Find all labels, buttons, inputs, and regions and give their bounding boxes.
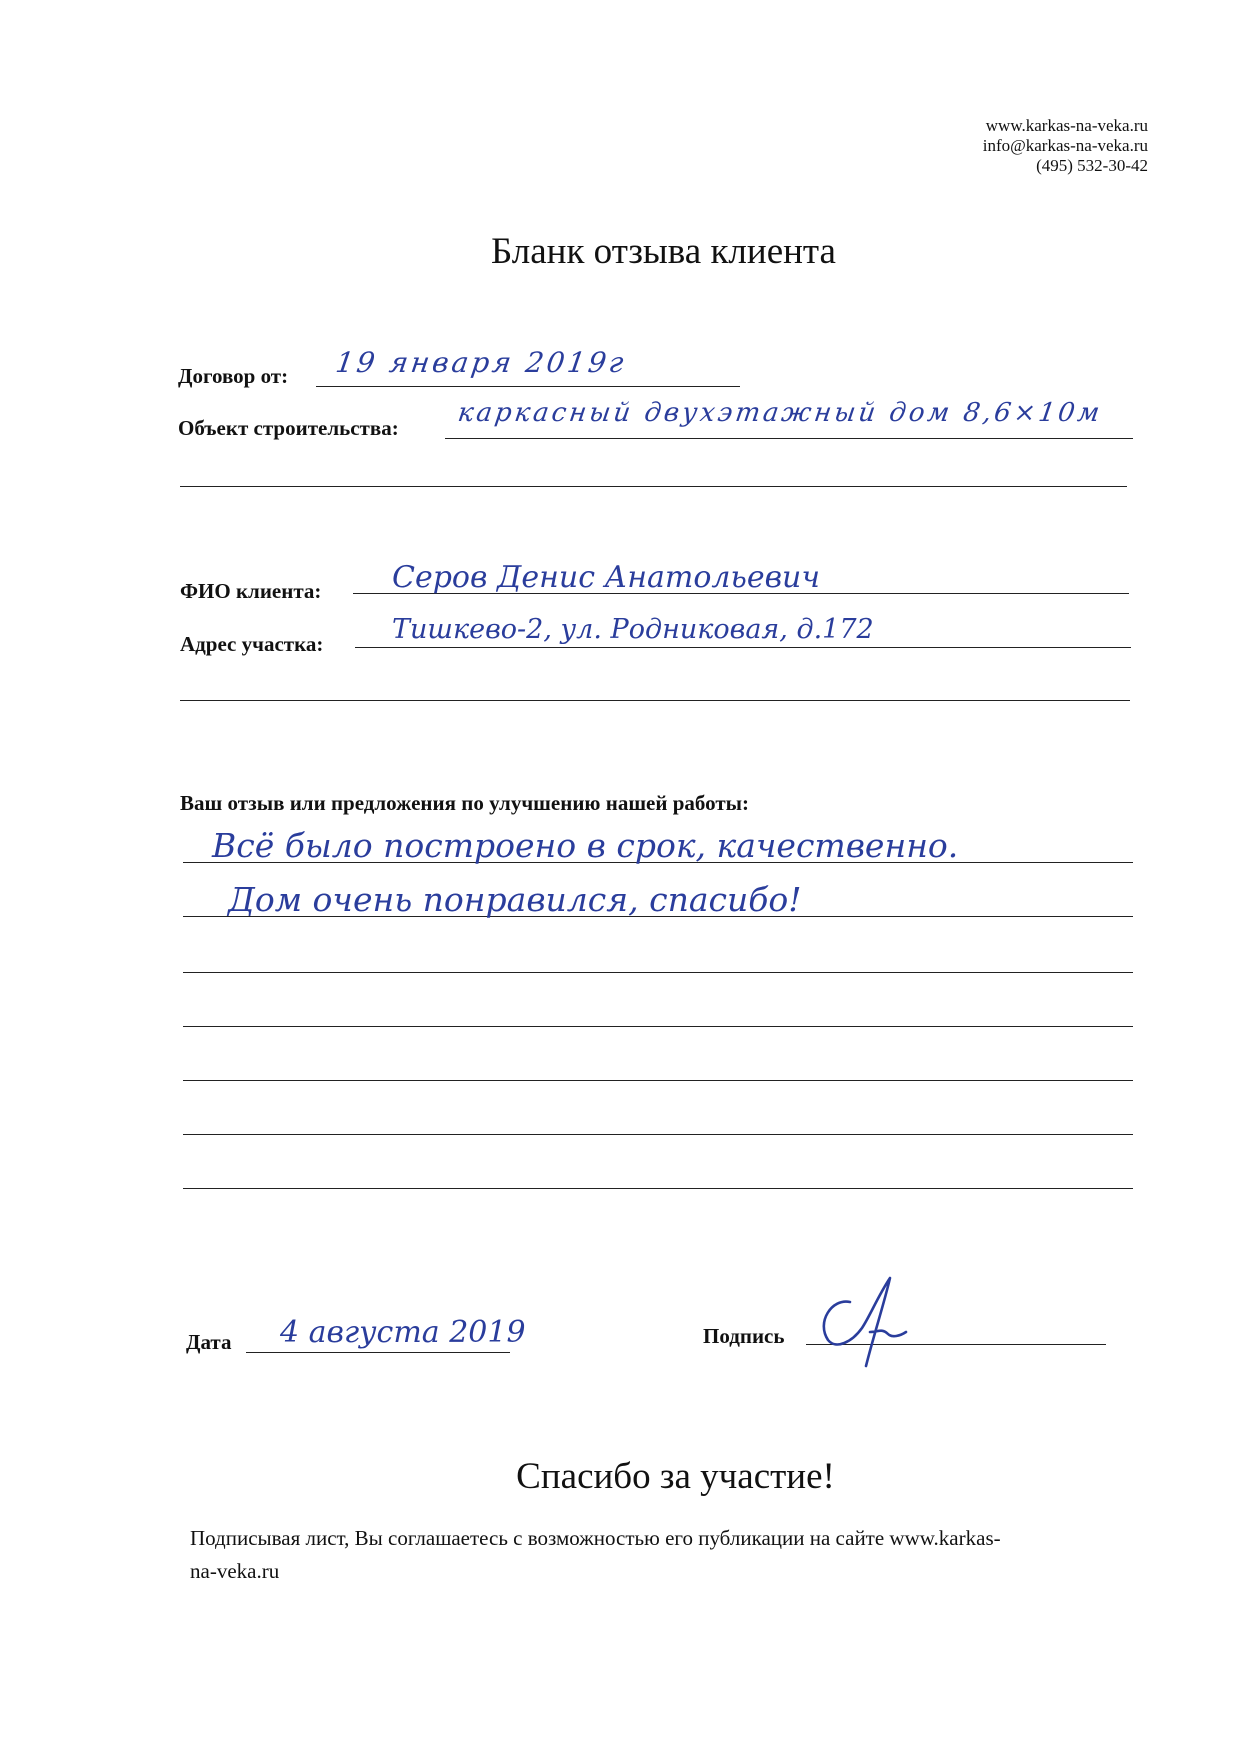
feedback-text-line-2[interactable]: Дом очень понравился, спасибо! xyxy=(228,880,802,919)
address-value[interactable]: Тишкево-2, ул. Родниковая, д.172 xyxy=(392,614,874,645)
feedback-line-5 xyxy=(183,1080,1133,1081)
object-line-2 xyxy=(180,486,1127,487)
feedback-text-line-1[interactable]: Всё было построено в срок, качественно. xyxy=(212,826,959,865)
feedback-line-7 xyxy=(183,1188,1133,1189)
contract-value[interactable]: 19 января 2019г xyxy=(333,346,629,379)
object-line xyxy=(445,438,1133,439)
thanks-heading: Спасибо за участие! xyxy=(516,1456,835,1497)
signature-label: Подпись xyxy=(703,1324,785,1348)
consent-note-line-1: Подписывая лист, Вы соглашаетесь с возможностью его публикации на сайте www.karkas- xyxy=(190,1526,1001,1550)
form-title: Бланк отзыва клиента xyxy=(491,231,836,272)
client-label: ФИО клиента: xyxy=(180,579,322,603)
date-value[interactable]: 4 августа 2019 xyxy=(280,1315,526,1350)
address-label: Адрес участка: xyxy=(180,632,324,656)
contract-line xyxy=(316,386,740,387)
address-line-2 xyxy=(180,700,1130,701)
phone-number: (495) 532-30-42 xyxy=(1036,156,1148,175)
client-value[interactable]: Серов Денис Анатольевич xyxy=(392,560,821,595)
feedback-line-3 xyxy=(183,972,1133,973)
feedback-line-4 xyxy=(183,1026,1133,1027)
address-line xyxy=(355,647,1131,648)
object-value[interactable]: каркасный двухэтажный дом 8,6×10м xyxy=(455,398,1105,428)
date-label: Дата xyxy=(186,1330,232,1354)
feedback-line-6 xyxy=(183,1134,1133,1135)
consent-note-line-2: na-veka.ru xyxy=(190,1559,280,1583)
object-label: Объект строительства: xyxy=(178,416,399,440)
contract-label: Договор от: xyxy=(178,364,289,388)
date-line xyxy=(246,1352,510,1353)
consent-note xyxy=(190,1522,1170,1588)
contact-block xyxy=(983,116,1148,176)
email-link[interactable]: info@karkas-na-veka.ru xyxy=(982,136,1148,155)
website-link[interactable]: www.karkas-na-veka.ru xyxy=(985,116,1148,135)
handwritten-signature xyxy=(812,1270,922,1380)
feedback-label: Ваш отзыв или предложения по улучшению нашей работы: xyxy=(180,791,750,815)
